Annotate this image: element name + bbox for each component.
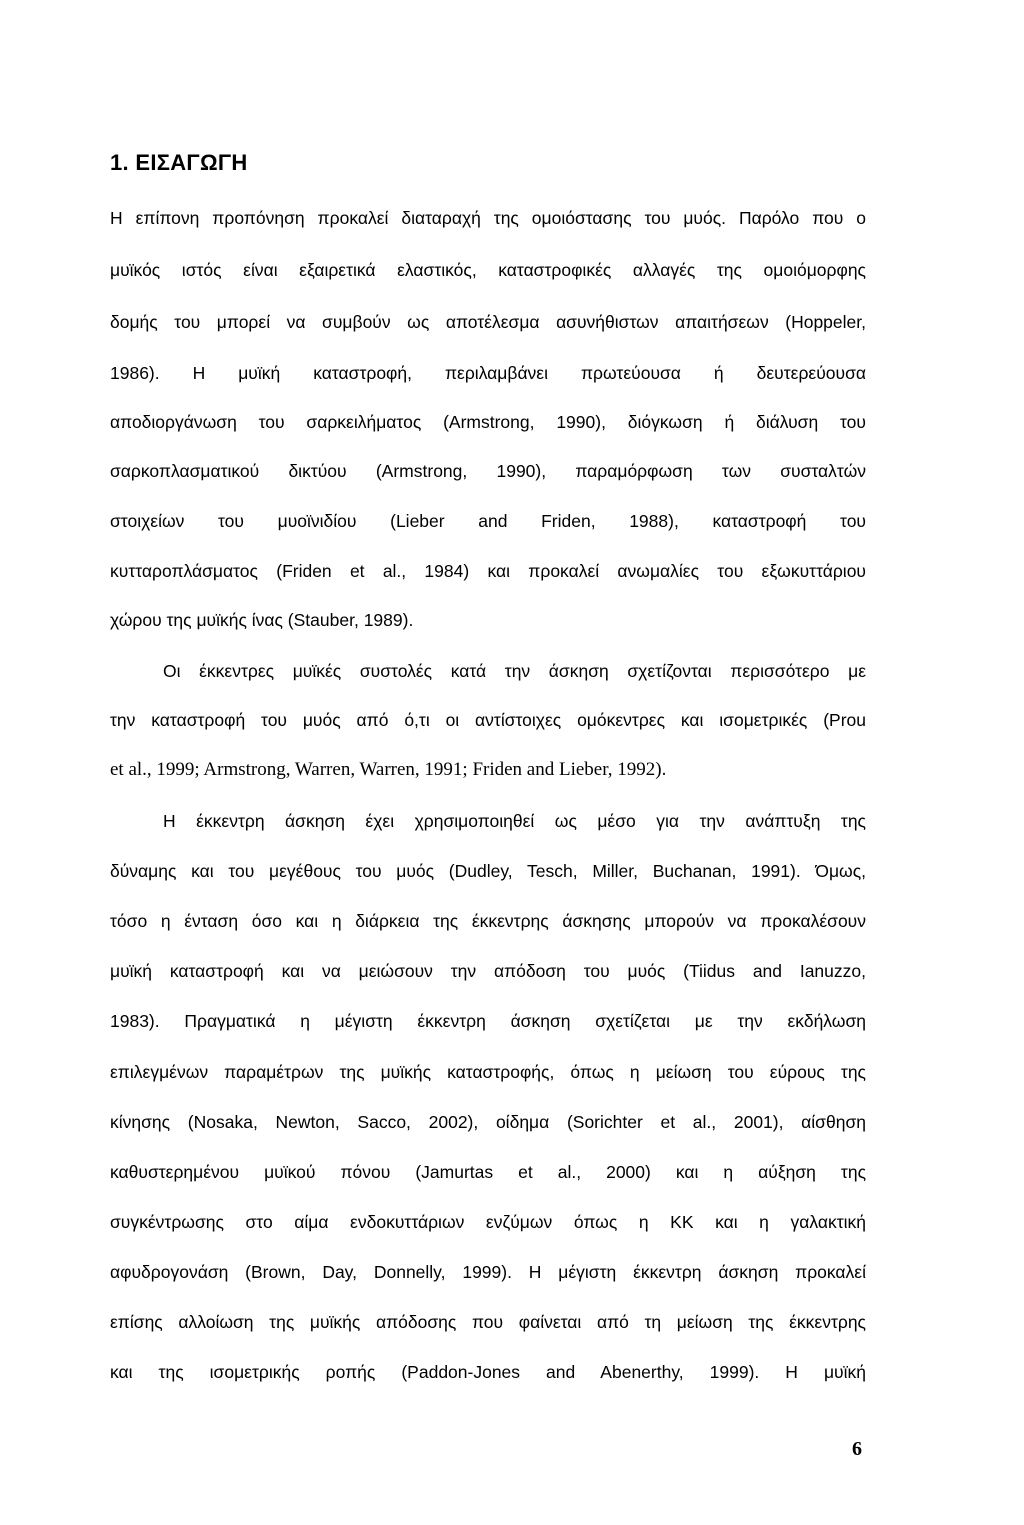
text-line: στοιχείων του μυοϊνιδίου (Lieber and Friden, 1988), καταστροφή του [110, 511, 866, 531]
text-line: αποδιοργάνωση του σαρκειλήματος (Armstrong, 1990), διόγκωση ή διάλυση του [110, 412, 866, 432]
text-line: επίσης αλλοίωση της μυϊκής απόδοσης που φαίνεται από τη μείωση της έκκεντρης [110, 1312, 866, 1332]
text-line: κυτταροπλάσματος (Friden et al., 1984) και προκαλεί ανωμαλίες του εξωκυττάριου [110, 561, 866, 581]
text-line: Οι έκκεντρες μυϊκές συστολές κατά την άσκηση σχετίζονται περισσότερο με [163, 661, 866, 681]
text-line: Η επίπονη προπόνηση προκαλεί διαταραχή της ομοιόστασης του μυός. Παρόλο που ο [110, 208, 866, 228]
text-line: τόσο η ένταση όσο και η διάρκεια της έκκεντρης άσκησης μπορούν να προκαλέσουν [110, 911, 866, 931]
text-line: χώρου της μυϊκής ίνας (Stauber, 1989). [110, 610, 414, 630]
text-line: την καταστροφή του μυός από ό,τι οι αντίστοιχες ομόκεντρες και ισομετρικές (Prou [110, 710, 866, 730]
text-line: καθυστερημένου μυϊκού πόνου (Jamurtas et al., 2000) και η αύξηση της [110, 1162, 866, 1182]
text-line: μυϊκός ιστός είναι εξαιρετικά ελαστικός, καταστροφικές αλλαγές της ομοιόμορφης [110, 260, 866, 280]
text-line: κίνησης (Nosaka, Newton, Sacco, 2002), οίδημα (Sorichter et al., 2001), αίσθηση [110, 1112, 866, 1132]
text-line: δομής του μπορεί να συμβούν ως αποτέλεσμα ασυνήθιστων απαιτήσεων (Hoppeler, [110, 312, 866, 332]
page-number: 6 [852, 1438, 862, 1460]
text-line: επιλεγμένων παραμέτρων της μυϊκής καταστροφής, όπως η μείωση του εύρους της [110, 1062, 866, 1082]
text-line: συγκέντρωσης στο αίμα ενδοκυττάριων ενζύμων όπως η ΚΚ και η γαλακτική [110, 1212, 866, 1232]
text-line: δύναμης και του μεγέθους του μυός (Dudley, Tesch, Miller, Buchanan, 1991). Όμως, [110, 861, 866, 881]
text-line: αφυδρογονάση (Brown, Day, Donnelly, 1999). Η μέγιστη έκκεντρη άσκηση προκαλεί [110, 1262, 866, 1282]
text-line: 1986). Η μυϊκή καταστροφή, περιλαμβάνει πρωτεύουσα ή δευτερεύουσα [110, 363, 866, 383]
text-line: και της ισομετρικής ροπής (Paddon-Jones and Abenerthy, 1999). Η μυϊκή [110, 1362, 866, 1382]
text-line: Η έκκεντρη άσκηση έχει χρησιμοποιηθεί ως μέσο για την ανάπτυξη της [163, 811, 866, 831]
text-line: μυϊκή καταστροφή και να μειώσουν την απόδοση του μυός (Tiidus and Ianuzzo, [110, 961, 866, 981]
section-heading: 1. ΕΙΣΑΓΩΓΗ [110, 150, 248, 175]
text-line: et al., 1999; Armstrong, Warren, Warren, 1991; Friden and Lieber, 1992). [110, 759, 667, 780]
text-line: σαρκοπλασματικού δικτύου (Armstrong, 1990), παραμόρφωση των συσταλτών [110, 461, 866, 481]
text-line: 1983). Πραγματικά η μέγιστη έκκεντρη άσκηση σχετίζεται με την εκδήλωση [110, 1011, 866, 1031]
